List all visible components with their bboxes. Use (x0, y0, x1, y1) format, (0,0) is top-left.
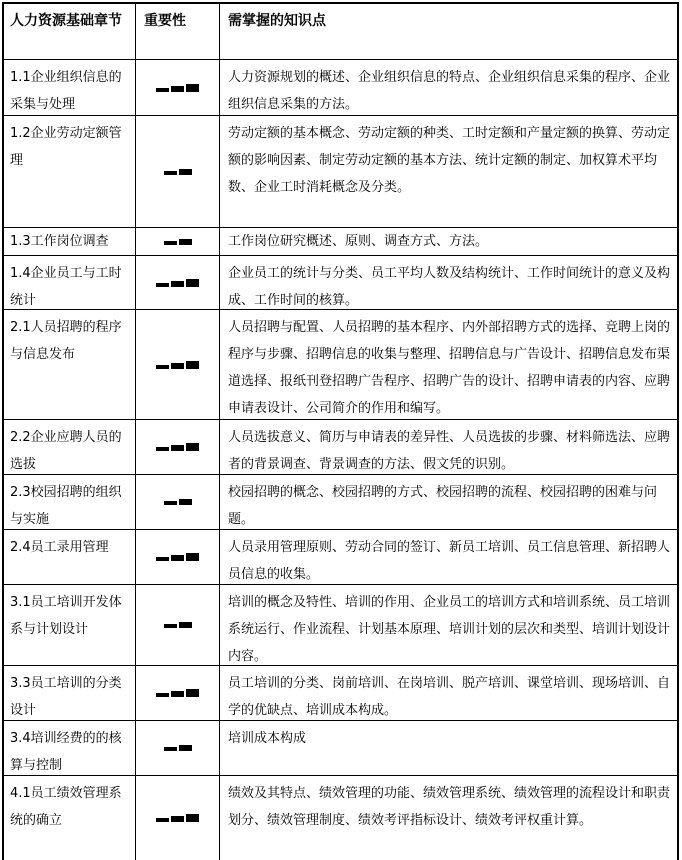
table-row (4, 475, 677, 530)
knowledge-cell: 企业员工的统计与分类、员工平均人数及结构统计、工作时间统计的意义及构成、工作时间的核算。 (228, 266, 671, 308)
header-importance: 重要性 (136, 4, 220, 59)
importance-2-icon (164, 745, 192, 751)
importance-3-icon (156, 84, 199, 92)
chapter-cell: 4.1员工绩效管理系统的确立 (4, 776, 136, 860)
knowledge-cell: 工作岗位研究概述、原则、调查方式、方法。 (228, 234, 489, 249)
importance-cell (136, 228, 220, 255)
importance-cell (136, 530, 220, 584)
knowledge-cell: 员工培训的分类、岗前培训、在岗培训、脱产培训、课堂培训、现场培训、自学的优缺点、培训成本构成。 (228, 676, 671, 718)
knowledge-cell: 人员录用管理原则、劳动合同的签订、新员工培训、员工信息管理、新招聘人员信息的收集。 (228, 540, 671, 582)
table-row (4, 776, 677, 860)
chapter-cell: 2.1人员招聘的程序与信息发布 (4, 310, 136, 419)
chapter-cell: 2.4员工录用管理 (4, 530, 136, 584)
knowledge-table (2, 2, 679, 860)
knowledge-cell: 校园招聘的概念、校园招聘的方式、校园招聘的流程、校园招聘的困难与问题。 (228, 485, 658, 527)
importance-cell (136, 776, 220, 860)
importance-2-icon (164, 499, 192, 505)
knowledge-cell: 人员招聘与配置、人员招聘的基本程序、内外部招聘方式的选择、竞聘上岗的程序与步骤、招聘信息的收集与整理、招聘信息与广告设计、招聘信息发布渠道选择、报纸刊登招聘广告程序、招聘广告的设计、招聘申请表的内容、应聘申请表设计、公司简介的作用和编写。 (228, 320, 671, 416)
importance-3-icon (156, 443, 199, 451)
knowledge-cell: 培训的概念及特性、培训的作用、企业员工的培训方式和培训系统、员工培训系统运行、作业流程、计划基本原理、培训计划的层次和类型、培训计划设计内容。 (228, 595, 671, 664)
chapter-cell: 2.2企业应聘人员的选拔 (4, 420, 136, 474)
table-row (4, 116, 677, 228)
importance-cell (136, 475, 220, 529)
chapter-cell: 1.3工作岗位调查 (4, 228, 136, 255)
importance-3-icon (156, 361, 199, 369)
knowledge-cell: 人员选拔意义、简历与申请表的差异性、人员选拔的步骤、材料筛选法、应聘者的背景调查、背景调查的方法、假文凭的识别。 (228, 430, 671, 472)
importance-2-icon (164, 169, 192, 175)
knowledge-cell: 劳动定额的基本概念、劳动定额的种类、工时定额和产量定额的换算、劳动定额的影响因素、制定劳动定额的基本方法、统计定额的制定、加权算术平均数、企业工时消耗概念及分类。 (228, 126, 671, 195)
table-row (4, 228, 677, 256)
importance-cell (136, 721, 220, 775)
table-row (4, 666, 677, 721)
importance-cell (136, 585, 220, 665)
table-row (4, 256, 677, 310)
table-row (4, 310, 677, 420)
knowledge-cell: 人力资源规划的概述、企业组织信息的特点、企业组织信息采集的程序、企业组织信息采集的方法。 (228, 70, 671, 112)
importance-cell (136, 256, 220, 309)
table-row (4, 721, 677, 776)
importance-2-icon (164, 622, 192, 628)
table-header-row (4, 4, 677, 60)
table-row (4, 60, 677, 116)
importance-cell (136, 666, 220, 720)
importance-cell (136, 60, 220, 115)
header-knowledge: 需掌握的知识点 (228, 13, 326, 29)
header-chapter: 人力资源基础章节 (4, 4, 136, 59)
chapter-cell: 2.3校园招聘的组织与实施 (4, 475, 136, 529)
chapter-cell: 1.2企业劳动定额管理 (4, 116, 136, 227)
chapter-cell: 3.1员工培训开发体系与计划设计 (4, 585, 136, 665)
importance-3-icon (156, 814, 199, 822)
chapter-cell: 1.1企业组织信息的采集与处理 (4, 60, 136, 115)
importance-3-icon (156, 553, 199, 561)
table-row (4, 420, 677, 475)
table-row (4, 585, 677, 666)
chapter-cell: 3.3员工培训的分类设计 (4, 666, 136, 720)
table-row (4, 530, 677, 585)
importance-2-icon (164, 239, 192, 245)
importance-3-icon (156, 279, 199, 287)
chapter-cell: 1.4企业员工与工时统计 (4, 256, 136, 309)
importance-cell (136, 116, 220, 227)
importance-3-icon (156, 689, 199, 697)
knowledge-cell: 培训成本构成 (228, 731, 307, 746)
knowledge-cell: 绩效及其特点、绩效管理的功能、绩效管理系统、绩效管理的流程设计和职责划分、绩效管理制度、绩效考评指标设计、绩效考评权重计算。 (228, 786, 671, 828)
chapter-cell: 3.4培训经费的的核算与控制 (4, 721, 136, 775)
importance-cell (136, 310, 220, 419)
importance-cell (136, 420, 220, 474)
